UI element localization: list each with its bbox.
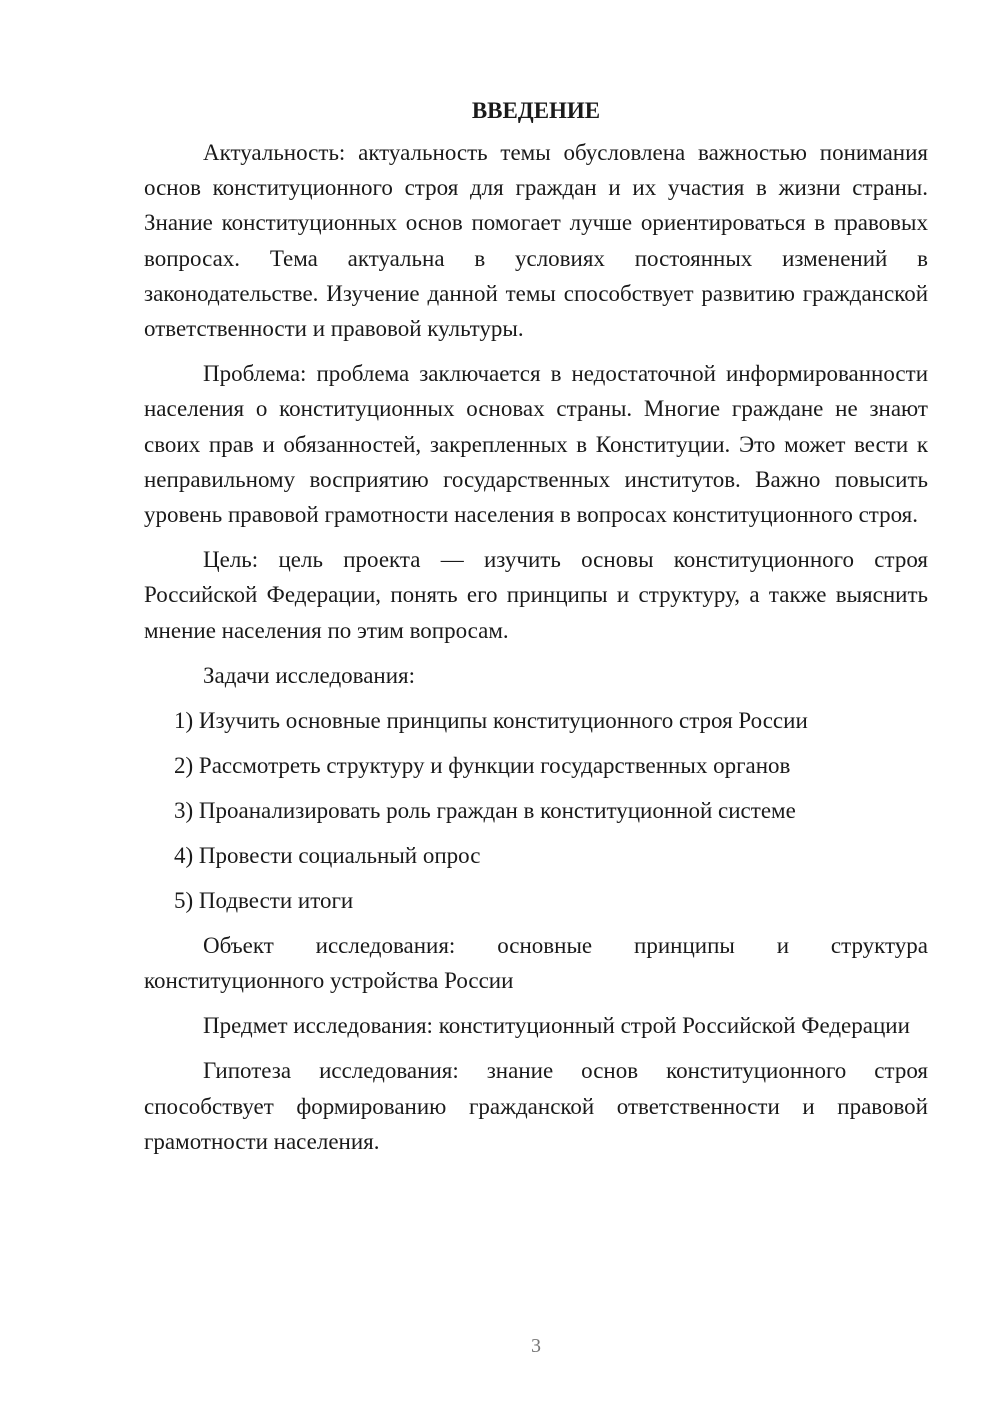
- page-content: [144, 96, 928, 1169]
- task-item-1: 1) Изучить основные принципы конституционного строя России: [174, 707, 808, 733]
- paragraph-hypothesis: Гипотеза исследования: знание основ конституционного строя способствует формированию гражданской ответственности и правовой грамотности населения.: [144, 1058, 928, 1154]
- tasks-list: [144, 703, 928, 918]
- task-item-2: 2) Рассмотреть структуру и функции государственных органов: [174, 752, 791, 778]
- tasks-heading: Задачи исследования:: [203, 662, 416, 688]
- task-item-3: 3) Проанализировать роль граждан в конституционной системе: [174, 797, 796, 823]
- paragraph-subject: Предмет исследования: конституционный строй Российской Федерации: [203, 1013, 910, 1039]
- page-number: 3: [531, 1335, 541, 1357]
- paragraph-goal: Цель: цель проекта — изучить основы конституционного строя Российской Федерации, понять его принципы и структуру, а также выяснить мнение населения по этим вопросам.: [144, 547, 928, 643]
- task-item-5: 5) Подвести итоги: [174, 887, 354, 913]
- paragraph-relevance: Актуальность: актуальность темы обусловлена важностью понимания основ конституционного строя для граждан и их участия в жизни страны. Знание конституционных основ помогает лучше ориентироваться в правовых вопросах. Тема актуальна в условиях постоянных изменений в законодательстве. Изучение данной темы способствует развитию гражданской ответственности и правовой культуры.: [144, 140, 928, 342]
- paragraph-object: Объект исследования: основные принципы и структура конституционного устройства России: [144, 932, 928, 994]
- task-item-4: 4) Провести социальный опрос: [174, 842, 481, 868]
- section-title: ВВЕДЕНИЕ: [471, 98, 601, 123]
- paragraph-problem: Проблема: проблема заключается в недостаточной информированности населения о конституционных основах страны. Многие граждане не знают своих прав и обязанностей, закрепленных в Конституции. Это может вести к неправильному восприятию государственных институтов. Важно повысить уровень правовой грамотности населения в вопросах конституционного строя.: [144, 361, 928, 528]
